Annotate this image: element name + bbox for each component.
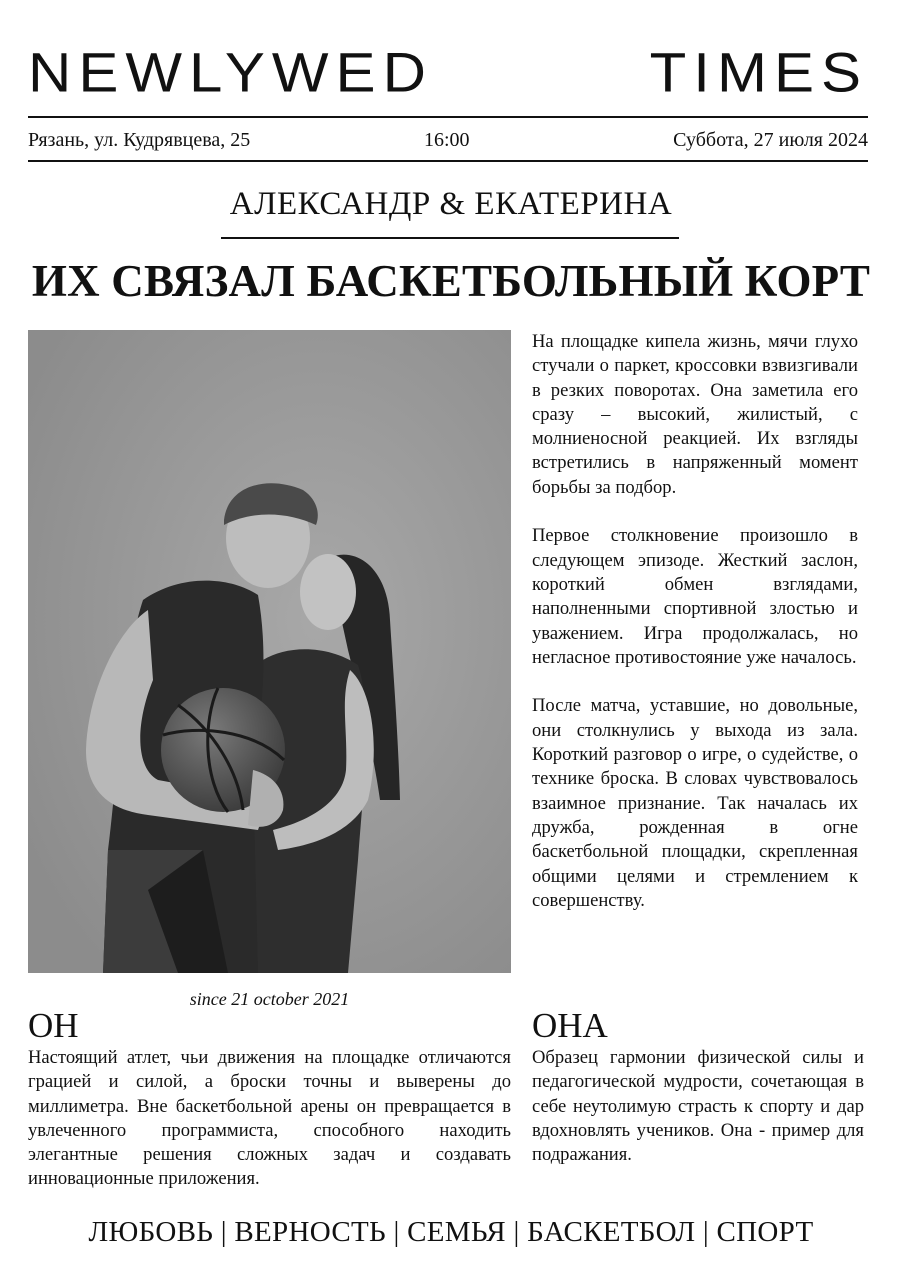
footer-motto: ЛЮБОВЬ | ВЕРНОСТЬ | СЕМЬЯ | БАСКЕТБОЛ | СПОРТ	[88, 1216, 814, 1248]
couple-photo-illustration	[28, 330, 511, 973]
couple-names: АЛЕКСАНДР & ЕКАТЕРИНА	[229, 186, 673, 222]
him-description: Настоящий атлет, чьи движения на площадке отличаются грацией и силой, а броски точны и выверены до миллиметра. Вне баскетбольной арены он превращается в увлеченного программиста, способного находить элегантные решения сложных задач и создавать инновационные приложения.	[28, 1047, 511, 1190]
event-date: Суббота, 27 июля 2024	[673, 129, 868, 151]
masthead-rule-bottom	[28, 160, 868, 162]
names-underline	[221, 237, 679, 239]
couple-photo	[28, 330, 511, 973]
masthead-title: NEWLYWED TIMES	[28, 41, 868, 104]
her-description: Образец гармонии физической силы и педагогической мудрости, сочетающая в себе неутолимую страсть к спорту и дар вдохновлять учеников. Она - пример для подражания.	[532, 1047, 864, 1166]
story-paragraph: На площадке кипела жизнь, мячи глухо стучали о паркет, кроссовки взвизгивали в резких поворотах. Она заметила его сразу – высокий, жилистый, с молниеносной реакцией. Их взгляды встретились в напряженный момент борьбы за подбор.	[532, 331, 858, 498]
story-column	[532, 330, 858, 937]
event-address: Рязань, ул. Кудрявцева, 25	[28, 129, 251, 151]
story-paragraph: Первое столкновение произошло в следующем эпизоде. Жесткий заслон, короткий обмен взглядами, наполненными спортивной злостью и уважением. Игра продолжалась, но негласное противостояние уже началось.	[532, 525, 858, 668]
main-headline: ИХ СВЯЗАЛ БАСКЕТБОЛЬНЫЙ КОРТ	[31, 256, 871, 306]
photo-caption: since 21 october 2021	[189, 989, 350, 1009]
masthead-rule-top	[28, 116, 868, 118]
event-time: 16:00	[424, 129, 470, 151]
story-paragraph: После матча, уставшие, но довольные, они столкнулись у выхода из зала. Короткий разговор о игре, о судействе, о технике броска. В словах чувствовалось взаимное признание. Так началась их дружба, рожденная в огне баскетбольной площадки, скрепленная общими целями и стремлением к совершенству.	[532, 695, 858, 911]
her-title: ОНА	[532, 1006, 608, 1045]
info-bar	[28, 126, 868, 154]
him-title: ОН	[28, 1006, 79, 1045]
